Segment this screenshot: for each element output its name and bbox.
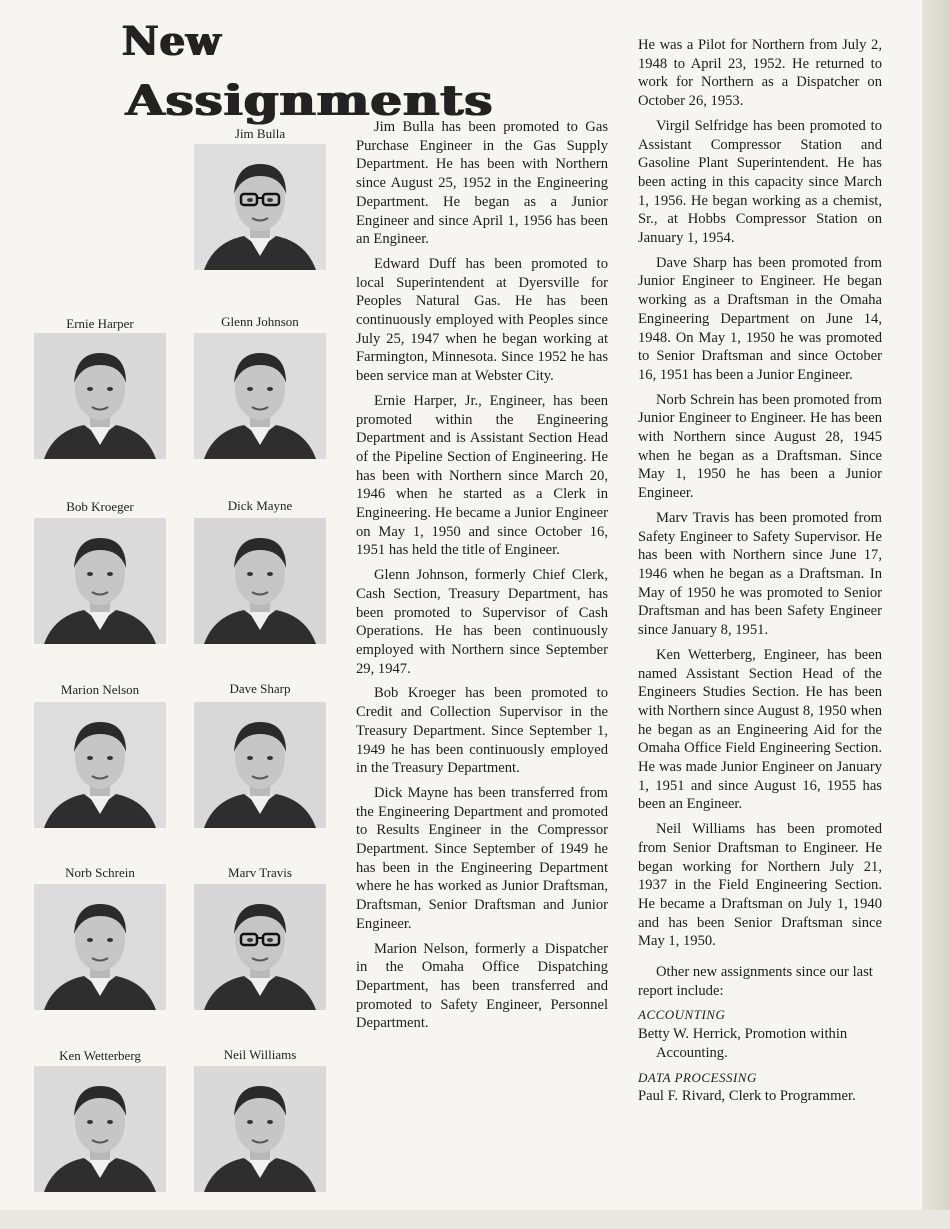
- paragraph-dave-sharp: Dave Sharp has been promoted from Junior Engineer to Engineer. He began working as a Draftsman in the Omaha Engineering Department on June 14, 1948. On May 1, 1950 he was promoted to Senior Draftsman and since October 16, 1951 has been a Junior Engineer.: [638, 254, 882, 383]
- paragraph-virgil-selfridge: Virgil Selfridge has been promoted to Assistant Compressor Station and Gasoline Plant Superintendent. He has been acting in this capacity since March 1, 1956. He began working as a chemist, Sr., at Hobbs Compressor Station on January 1, 1954.: [638, 117, 882, 247]
- title-line-2: Assignments: [126, 76, 494, 125]
- portrait-silhouette: [194, 1066, 326, 1192]
- category-heading-data-processing: DATA PROCESSING: [638, 1069, 757, 1085]
- photo-marv-travis: [194, 884, 326, 1010]
- paragraph-jim-bulla: Jim Bulla has been promoted to Gas Purchase Engineer in the Gas Supply Department. He has been with Northern since August 25, 1952 in the Engineering Department. He began as a Junior Engineer and since April 1, 1956 has been an Engineer.: [356, 119, 608, 248]
- paragraph-ernie-harper: Ernie Harper, Jr., Engineer, has been promoted within the Engineering Department and is Assistant Section Head of the Pipeline Section of Engineering. He has been with Northern since March 20, 1946 when he started as a Clerk in Engineering. He became a Junior Engineer on May 1, 1950 and since October 16, 1951 has held the title of Engineer.: [356, 392, 608, 559]
- caption-ken-wetterberg: Ken Wetterberg: [59, 1048, 141, 1063]
- caption-marion-nelson: Marion Nelson: [60, 682, 140, 697]
- paragraph-marv-travis: Marv Travis has been promoted from Safety Engineer to Safety Supervisor. He has been with Northern since June 17, 1946 when he began as a Draftsman. In May of 1950 he was promoted to Senior Draftsman and has been Safety Engineer since January 8, 1951.: [638, 509, 882, 639]
- other-assignments-intro: Other new assignments since our last report include:: [638, 964, 873, 999]
- paragraph-marion-nelson: Marion Nelson, formerly a Dispatcher in the Omaha Office Dispatching Department, has been transferred and promoted to Safety Engineer, Personnel Department.: [356, 940, 608, 1032]
- portrait-silhouette: [34, 702, 166, 828]
- paragraph-neil-williams: Neil Williams has been promoted from Senior Draftsman to Engineer. He began working for Northern July 21, 1937 in the Field Engineering Section. He became a Draftsman on July 1, 1940 and has been Senior Draftsman since May 1, 1950.: [638, 821, 882, 950]
- paragraph-glenn-johnson: Glenn Johnson, formerly Chief Clerk, Cash Section, Treasury Department, has been promoted to Supervisor of Cash Operations. He has been continuously employed with Northern since September 29, 1947.: [356, 567, 608, 677]
- caption-bob-kroeger: Bob Kroeger: [66, 499, 134, 514]
- photo-jim-bulla: [194, 144, 326, 270]
- entry-accounting: Betty W. Herrick, Promotion within Accounting.: [638, 1026, 848, 1061]
- photo-neil-williams: [194, 1066, 326, 1192]
- portrait-silhouette: [194, 702, 326, 828]
- article-column-middle: [356, 118, 608, 1039]
- caption-dave-sharp: Dave Sharp: [229, 681, 291, 696]
- caption-glenn-johnson: Glenn Johnson: [221, 314, 299, 329]
- caption-norb-schrein: Norb Schrein: [65, 865, 135, 880]
- photo-dick-mayne: [194, 518, 326, 644]
- portrait-silhouette: [194, 884, 326, 1010]
- photo-dave-sharp: [194, 702, 326, 828]
- title-line-1: New: [122, 18, 222, 65]
- page-edge: [922, 0, 950, 1229]
- caption-jim-bulla: Jim Bulla: [234, 126, 286, 141]
- paragraph-dick-mayne: Dick Mayne has been transferred from the Engineering Department and promoted to Results Engineer in the Compressor Department. Since September of 1949 he has been in the Engineering Department where he has worked as Junior Draftsman, Draftsman, Senior Draftsman and Junior Engineer.: [356, 784, 608, 932]
- paragraph-bob-kroeger: Bob Kroeger has been promoted to Credit and Collection Supervisor in the Treasury Department. Since September 1, 1949 he has been continuously employed in the Treasury Department.: [356, 685, 608, 777]
- photo-norb-schrein: [34, 884, 166, 1010]
- portrait-silhouette: [194, 144, 326, 270]
- portrait-silhouette: [34, 518, 166, 644]
- entry-data-processing: Paul F. Rivard, Clerk to Programmer.: [638, 1088, 856, 1105]
- scan-bottom-edge: [0, 1210, 950, 1229]
- paragraph-ken-wetterberg: Ken Wetterberg, Engineer, has been named Assistant Section Head of the Engineers Studies Section. He has been with Northern since August 8, 1950 when he began as an Engineering Aid for the Omaha Office Field Engineering Section. He was made Junior Engineer on January 1, 1951 and since August 16, 1955 has been an Engineer.: [638, 646, 882, 813]
- portrait-silhouette: [194, 518, 326, 644]
- caption-dick-mayne: Dick Mayne: [227, 498, 293, 513]
- photo-bob-kroeger: [34, 518, 166, 644]
- paragraph-norb-schrein: Norb Schrein has been promoted from Junior Engineer to Engineer. He has been with Northern since August 28, 1945 when he began as a Draftsman. Since May 1, 1950 he has been a Junior Engineer.: [638, 391, 882, 502]
- caption-neil-williams: Neil Williams: [223, 1047, 297, 1062]
- portrait-silhouette: [194, 333, 326, 459]
- photo-marion-nelson: [34, 702, 166, 828]
- portrait-silhouette: [34, 884, 166, 1010]
- caption-ernie-harper: Ernie Harper: [66, 316, 134, 331]
- portrait-silhouette: [34, 333, 166, 459]
- photo-glenn-johnson: [194, 333, 326, 459]
- portrait-silhouette: [34, 1066, 166, 1192]
- paragraph-edward-duff: Edward Duff has been promoted to local Superintendent at Dyersville for Peoples Natural Gas. He has been continuously employed with Peoples since July 25, 1947 when he began working at Farmington, Minnesota. Since 1952 he has been service man at Webster City.: [356, 255, 608, 385]
- photo-ernie-harper: [34, 333, 166, 459]
- category-heading-accounting: ACCOUNTING: [638, 1007, 726, 1023]
- caption-marv-travis: Marv Travis: [228, 865, 292, 880]
- article-column-right: [638, 36, 882, 1110]
- photo-ken-wetterberg: [34, 1066, 166, 1192]
- paragraph-marion-nelson-cont: He was a Pilot for Northern from July 2, 1948 to April 23, 1952. He returned to work for Northern as a Dispatcher on October 26, 1953.: [638, 37, 882, 110]
